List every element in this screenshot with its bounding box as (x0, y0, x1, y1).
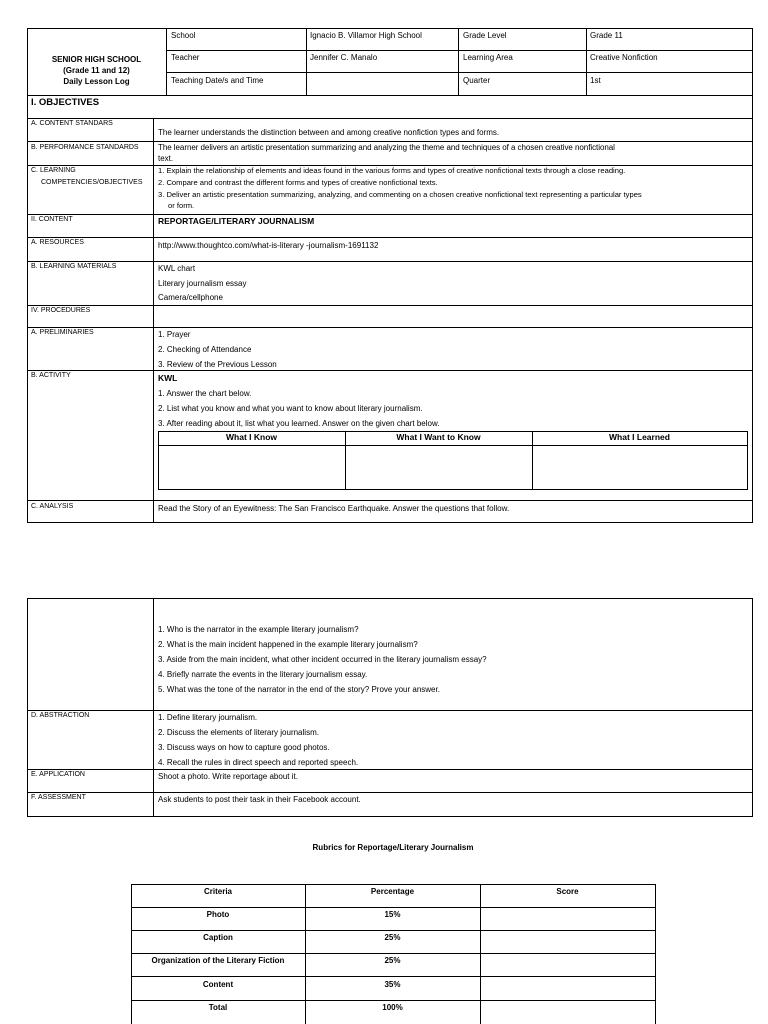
rubric-percentage: 25% (384, 933, 401, 942)
quarter-value: 1st (590, 76, 601, 85)
abstraction-label: D. ABSTRACTION (31, 712, 90, 719)
rubric-criteria: Content (202, 980, 234, 989)
kwl-header-learned: What I Learned (609, 432, 670, 442)
rubric-percentage: 15% (384, 910, 401, 919)
learning-materials-label: B. LEARNING MATERIALS (31, 263, 117, 270)
material-item: KWL chart (158, 264, 196, 273)
grade-level-value: Grade 11 (590, 31, 623, 40)
rubric-percentage: 35% (384, 980, 401, 989)
teacher-label: Teacher (171, 53, 200, 62)
school-block-line-3: Daily Lesson Log (63, 77, 130, 86)
school-value: Ignacio B. Villamor High School (310, 31, 422, 40)
performance-standards-label: B. PERFORMANCE STANDARDS (31, 144, 139, 151)
rubric-header-percentage: Percentage (370, 887, 415, 896)
rubric-criteria: Organization of the Literary Fiction (151, 956, 285, 965)
activity-label: B. ACTIVITY (31, 372, 71, 379)
activity-title: KWL (158, 373, 178, 383)
learning-area-label: Learning Area (463, 53, 513, 62)
performance-standards-text-1: The learner delivers an artistic presentation summarizing and analyzing the theme and techniques of a chosen creative nonfictional (158, 143, 615, 152)
analysis-text: Read the Story of an Eyewitness: The San Francisco Earthquake. Answer the questions that follow. (158, 504, 510, 513)
performance-standards-text-2: text. (158, 154, 174, 163)
objectives-heading: I. OBJECTIVES (31, 97, 100, 108)
resources-label: A. RESOURCES (31, 239, 84, 246)
content-value: REPORTAGE/LITERARY JOURNALISM (158, 216, 315, 226)
rubric-criteria: Total (208, 1003, 228, 1012)
resources-link[interactable]: http://www.thoughtco.com/what-is-literary -journalism-1691132 (158, 241, 379, 250)
preliminaries-label: A. PRELIMINARIES (31, 329, 94, 336)
rubric-criteria: Caption (203, 933, 233, 942)
analysis-label: C. ANALYSIS (31, 503, 74, 510)
teacher-value: Jennifer C. Manalo (310, 53, 378, 62)
content-standards-text: The learner understands the distinction between and among creative nonfiction types and forms. (158, 128, 500, 137)
kwl-header-want: What I Want to Know (396, 432, 481, 442)
analysis-question: 5. What was the tone of the narrator in the end of the story? Prove your answer. (158, 685, 440, 694)
activity-step: 1. Answer the chart below. (158, 389, 252, 398)
grade-level-label: Grade Level (463, 31, 507, 40)
material-item: Literary journalism essay (158, 279, 247, 288)
content-standards-label: A. CONTENT STANDARS (31, 120, 113, 127)
analysis-question: 3. Aside from the main incident, what other incident occurred in the literary journalism essay? (158, 655, 487, 664)
abstraction-item: 4. Recall the rules in direct speech and reported speech. (158, 758, 359, 767)
preliminary-item: 1. Prayer (158, 330, 191, 339)
preliminary-item: 2. Checking of Attendance (158, 345, 252, 354)
material-item: Camera/cellphone (158, 293, 223, 302)
application-label: E. APPLICATION (31, 771, 85, 778)
teaching-date-label: Teaching Date/s and Time (171, 76, 264, 85)
rubric-header-criteria: Criteria (203, 887, 232, 896)
rubric-header-score: Score (556, 887, 579, 896)
competencies-label-1: C. LEARNING (31, 167, 76, 174)
competencies-label-2: COMPETENCIES/OBJECTIVES (41, 179, 143, 186)
rubric-criteria: Photo (206, 910, 230, 919)
analysis-question: 1. Who is the narrator in the example literary journalism? (158, 625, 359, 634)
activity-step: 2. List what you know and what you want to know about literary journalism. (158, 404, 423, 413)
preliminary-item: 3. Review of the Previous Lesson (158, 360, 277, 369)
learning-area-value: Creative Nonfiction (590, 53, 658, 62)
assessment-label: F. ASSESSMENT (31, 794, 86, 801)
school-block-line-1: SENIOR HIGH SCHOOL (51, 55, 142, 64)
kwl-header-know: What I Know (226, 432, 277, 442)
abstraction-item: 3. Discuss ways on how to capture good photos. (158, 743, 330, 752)
abstraction-item: 1. Define literary journalism. (158, 713, 258, 722)
content-label: II. CONTENT (31, 216, 73, 223)
rubrics-title: Rubrics for Reportage/Literary Journalism (312, 843, 474, 852)
competency-1: 1. Explain the relationship of elements and ideas found in the various forms and types of creative nonfictional texts through a close reading. (158, 166, 626, 175)
competency-2: 2. Compare and contrast the different forms and types of creative nonfictional texts. (158, 178, 438, 187)
activity-step: 3. After reading about it, list what you learned. Answer on the given chart below. (158, 419, 440, 428)
school-block-line-2: (Grade 11 and 12) (63, 66, 130, 75)
rubric-percentage: 25% (384, 956, 401, 965)
assessment-text: Ask students to post their task in their Facebook account. (158, 795, 361, 804)
application-text: Shoot a photo. Write reportage about it. (158, 772, 298, 781)
quarter-label: Quarter (463, 76, 491, 85)
rubric-percentage: 100% (382, 1003, 403, 1012)
school-label: School (171, 31, 196, 40)
analysis-question: 2. What is the main incident happened in the example literary journalism? (158, 640, 418, 649)
procedures-heading: IV. PROCEDURES (31, 307, 91, 314)
competency-3-cont: or form. (168, 201, 195, 210)
analysis-question: 4. Briefly narrate the events in the literary journalism essay. (158, 670, 368, 679)
abstraction-item: 2. Discuss the elements of literary journalism. (158, 728, 319, 737)
competency-3: 3. Deliver an artistic presentation summarizing, analyzing, and commenting on a chosen creative nonfictional text representing a particular types (158, 190, 642, 199)
